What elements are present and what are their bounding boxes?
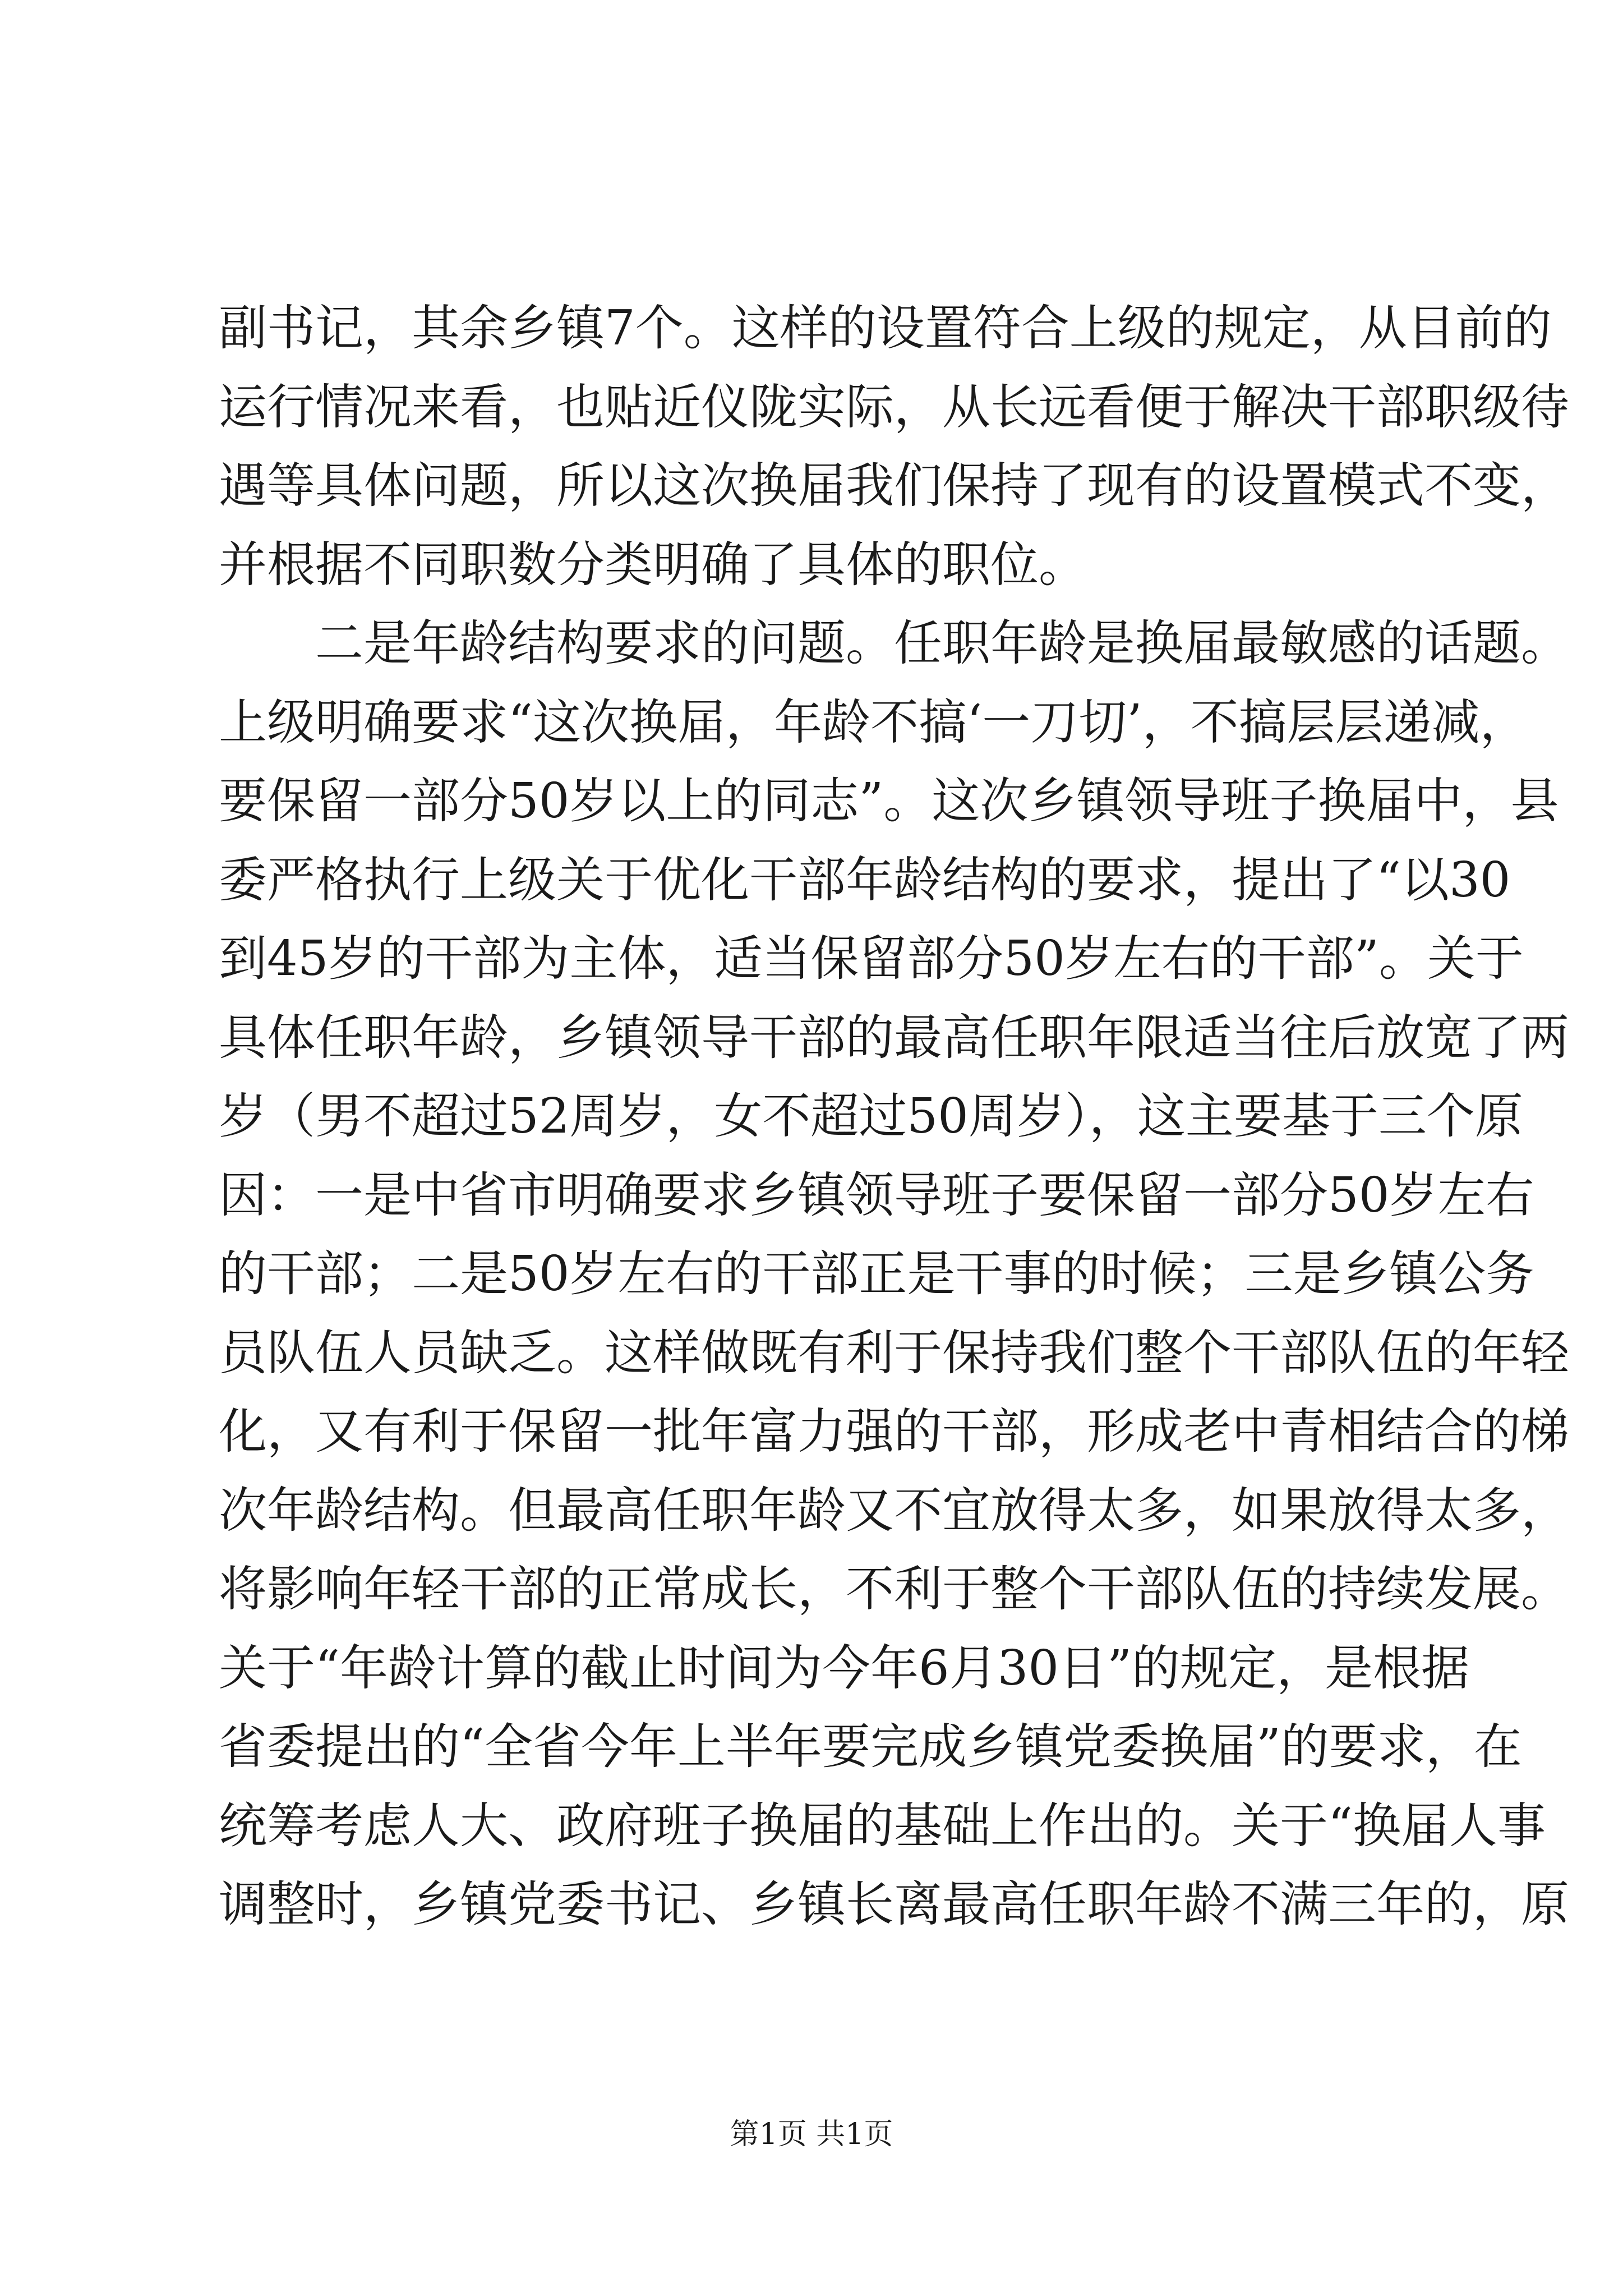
text-line: 二是年龄结构要求的问题。任职年龄是换届最敏感的话题。	[315, 615, 1569, 671]
text-line: 遇等具体问题，所以这次换届我们保持了现有的设置模式不变，	[219, 458, 1569, 514]
text-line: 省委提出的“全省今年上半年要完成乡镇党委换届”的要求，在	[219, 1719, 1522, 1775]
text-line: 具体任职年龄，乡镇领导干部的最高任职年限适当往后放宽了两	[219, 1009, 1569, 1066]
text-line: 岁（男不超过52周岁，女不超过50周岁），这主要基于三个原	[219, 1088, 1523, 1144]
text-line: 到45岁的干部为主体，适当保留部分50岁左右的干部”。关于	[219, 931, 1524, 987]
paragraph-1	[219, 289, 1569, 604]
text-line: 调整时，乡镇党委书记、乡镇长离最高任职年龄不满三年的，原	[219, 1876, 1569, 1932]
text-line: 要保留一部分50岁以上的同志”。这次乡镇领导班子换届中，县	[219, 773, 1559, 829]
text-line: 委严格执行上级关于优化干部年龄结构的要求，提出了“以30	[219, 852, 1511, 908]
text-line: 因：一是中省市明确要求乡镇领导班子要保留一部分50岁左右	[219, 1167, 1534, 1223]
text-line: 将影响年轻干部的正常成长，不利于整个干部队伍的持续发展。	[219, 1561, 1569, 1617]
text-line: 化，又有利于保留一批年富力强的干部，形成老中青相结合的梯	[219, 1404, 1569, 1460]
text-line: 次年龄结构。但最高任职年龄又不宜放得太多，如果放得太多，	[219, 1482, 1569, 1539]
text-line: 运行情况来看，也贴近仪陇实际，从长远看便于解决干部职级待	[219, 379, 1569, 435]
text-line: 并根据不同职数分类明确了具体的职位。	[219, 536, 1087, 593]
text-line: 关于“年龄计算的截止时间为今年6月30日”的规定，是根据	[219, 1640, 1470, 1696]
page-number-footer: 第1页 共1页	[730, 2118, 893, 2151]
text-line: 统筹考虑人大、政府班子换届的基础上作出的。关于“换届人事	[219, 1797, 1546, 1854]
text-line: 副书记，其余乡镇7个。这样的设置符合上级的规定，从目前的	[219, 300, 1552, 356]
text-line: 员队伍人员缺乏。这样做既有利于保持我们整个干部队伍的年轻	[219, 1324, 1569, 1381]
paragraph-2	[219, 604, 1569, 1944]
text-line: 的干部；二是50岁左右的干部正是干事的时候；三是乡镇公务	[219, 1246, 1534, 1302]
document-body	[219, 289, 1569, 1944]
text-line: 上级明确要求“这次换届，年龄不搞‘一刀切’，不搞层层递减，	[219, 694, 1528, 751]
